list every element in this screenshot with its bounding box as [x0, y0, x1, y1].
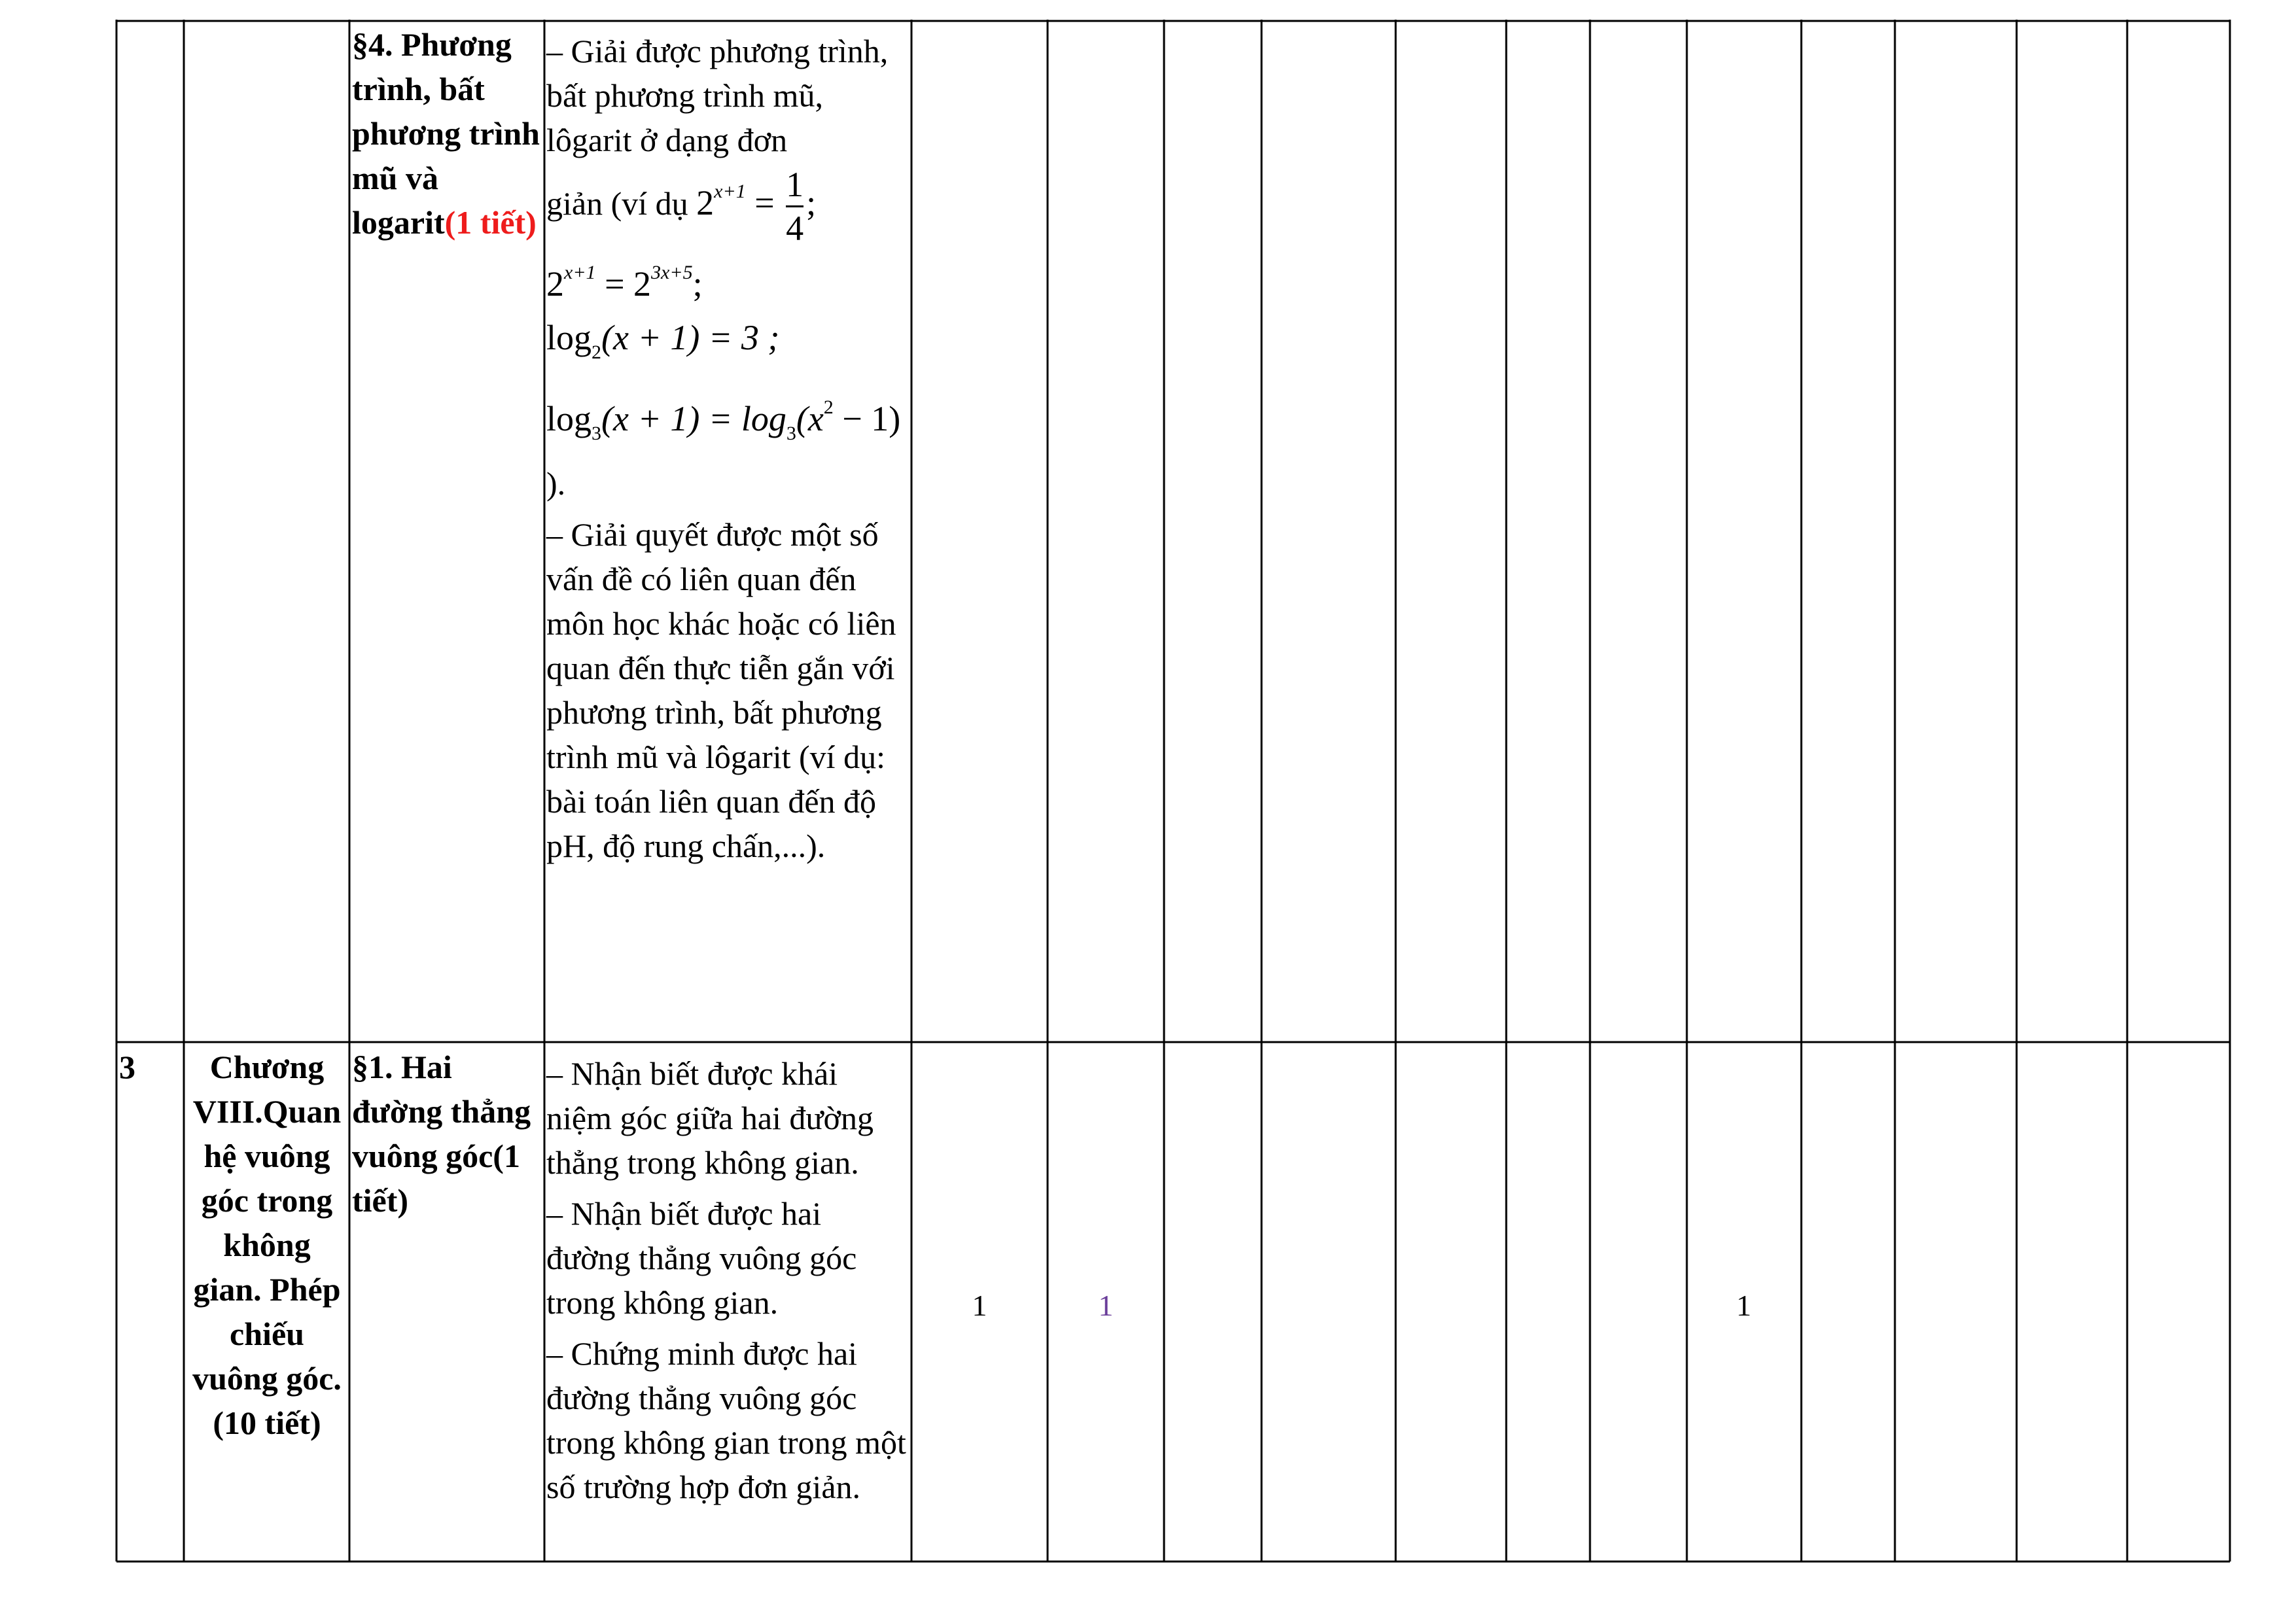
equation-1: $2^{x+1}$ = $\frac{1}{4}$ ;: [696, 165, 817, 248]
lesson-title-cell: [352, 22, 543, 245]
equation-3: $\log_2(x + 1) = 3$ ;: [546, 318, 780, 363]
lesson-title: §4. Phương trình, bất phương trình mũ và logarit: [352, 26, 540, 241]
chapter-time: (10 tiết): [213, 1405, 321, 1441]
lesson-title-cell-2: [352, 1045, 544, 1223]
requirement-intro: – Giải được phương trình, bất phương trình mũ, lôgarit ở dạng đơn: [546, 33, 889, 158]
lesson-title-2: §1. Hai đường thẳng vuông góc(1 tiết): [352, 1049, 531, 1219]
lesson-time: (1 tiết): [444, 204, 537, 241]
example-prefix: giản (ví dụ: [546, 184, 688, 222]
requirement-item: – Nhận biết được hai đường thẳng vuông góc trong không gian.: [546, 1195, 857, 1321]
requirements-cell-2: [546, 1051, 910, 1516]
equation-2: $2^{x+1} = 2^{3x+5}$;: [546, 262, 703, 304]
count-cell-2: 1: [1098, 1289, 1114, 1322]
count-cell-1: 1: [972, 1289, 987, 1322]
requirement-item: – Nhận biết được khái niệm góc giữa hai đường thẳng trong không gian.: [546, 1055, 874, 1181]
equation-4: $\log_3(x + 1) = \log_3(x^2 - 1)$: [546, 396, 901, 444]
chapter-title: Chương VIII.Quan hệ vuông góc trong không gian. Phép chiếu vuông góc.: [192, 1049, 342, 1397]
stt-number: 3: [119, 1049, 135, 1085]
count-cell-8: 1: [1736, 1289, 1752, 1322]
example-line: [546, 166, 910, 247]
chapter-cell: [185, 1045, 349, 1445]
requirements-cell: [546, 29, 910, 875]
example-close: ).: [546, 465, 566, 502]
stt-cell: [119, 1045, 182, 1089]
requirement-second: – Giải quyết được một số vấn đề có liên quan đến môn học khác hoặc có liên quan đến thực tiễn gắn với phương trình, bất phương trình mũ và lôgarit (ví dụ: bài toán liên quan đến độ pH, độ rung chấn,...).: [546, 516, 896, 864]
requirement-item: – Chứng minh được hai đường thẳng vuông góc trong không gian trong một số trường hợp đơn giản.: [546, 1335, 906, 1505]
